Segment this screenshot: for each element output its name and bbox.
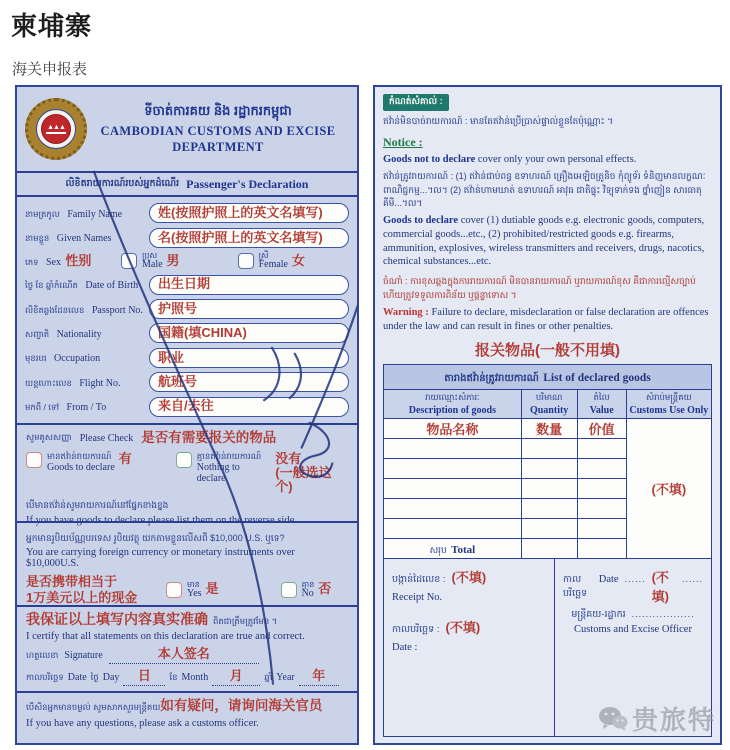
col-customs-use: សំរាប់មន្ត្រីគយ Customs Use Only (626, 390, 711, 419)
please-check-annotation: 是否有需要报关的物品 (141, 430, 277, 445)
nationality-label-khmer: សញ្ជាតិ (25, 328, 50, 339)
female-label-khmer: ស្រី (258, 251, 269, 261)
field-row-given-names (25, 228, 349, 248)
certify-en: I certify that all statements on this declaration are true and correct. (26, 631, 305, 642)
family-name-label-khmer: នាមត្រកូល (25, 208, 60, 219)
total-quantity-cell[interactable] (521, 539, 577, 559)
currency-yes-checkbox[interactable] (166, 582, 182, 598)
bottom-date-khmer: កាលបរិច្ឆេទ : (392, 624, 440, 636)
declare-check-section (17, 423, 357, 526)
male-label-en: Male (142, 259, 163, 271)
from-to-input[interactable]: 来自/去往 (149, 397, 349, 417)
goods-to-declare-khmer: ឥវ៉ាន់ត្រូវរាយការណ៍ : (1) ឥវ៉ាន់ជាប់ពន្ធ ឧទាហរណ៍ គ្រឿងអេឡិចត្រូនិច កុំព្យូទ័រ ទំនិញមានលក្ខណៈពាណិជ្ជកម្ម...។ល។ (2) ឥវ៉ាន់ហាមឃាត់ ឧទាហរណ៍ អាវុធ ជាតិផ្ទុះ វិទ្យុទាក់ទង ថ្នាំញៀន សារធាតុគីមី...។ល។ (383, 171, 706, 209)
flight-label-khmer: យន្តហោះលេខ (25, 377, 72, 388)
declared-goods-table-title (383, 364, 712, 389)
page-subtitle: 海关申报表 (12, 61, 88, 78)
dob-label-khmer: ថ្ងៃ ខែ ឆ្នាំកំណើត (25, 280, 78, 291)
questions-en: If you have any questions, please ask a customs officer. (26, 718, 259, 729)
sex-label-khmer: ភេទ (25, 256, 39, 267)
questions-khmer: បើសិនអ្នកមានចម្ងល់ សូមសាកសួរមន្ត្រីគយ (26, 702, 161, 712)
occupation-input[interactable]: 职业 (149, 348, 349, 368)
female-checkbox[interactable] (238, 253, 254, 269)
no-annotation: 否 (318, 581, 332, 597)
bottom-date-en: Date : (392, 642, 418, 654)
currency-annotation: 是否携带相当于 1万美元以上的现金 (26, 574, 138, 605)
officer-date-en: Date (598, 574, 619, 586)
nothing-declare-annotation2: (一般选这个) (275, 465, 332, 495)
total-label: សរុប Total (384, 539, 522, 559)
yes-khmer: មាន (187, 579, 200, 589)
currency-question-khmer: អ្នកមានរូបិយប័ណ្ណបរទេស រូបិយវត្ថុ យកតាមខ្លួនលើសពី $10,000 U.S. ឬទេ? (26, 533, 285, 543)
from-to-label-en: From / To (66, 402, 107, 414)
field-row-from-to (25, 397, 349, 417)
passport-label-khmer: លិខិតឆ្លងដែនលេខ (25, 304, 85, 315)
please-check-en: Please Check (79, 432, 134, 444)
angkor-wat-icon: ▲▲▲ (46, 124, 66, 134)
reverse-side-khmer: បើមានឥវ៉ាន់សូមរាយការណ៍នៅផ្នែកខាងខ្នង (26, 499, 169, 510)
page-title: 柬埔寨 (11, 11, 93, 41)
currency-no-checkbox[interactable] (281, 582, 297, 598)
no-khmer: គ្មាន (301, 579, 315, 589)
officer-date-khmer: កាលបរិច្ឆេទ (563, 574, 588, 600)
sex-annotation: 性别 (65, 252, 92, 268)
passport-no-input[interactable]: 护照号 (149, 299, 349, 319)
wechat-icon (598, 706, 628, 732)
goods-not-to-declare-text: Goods not to declare cover only your own personal effects. (383, 153, 637, 165)
year-line[interactable]: 年 (299, 667, 339, 686)
declaration-form-back (373, 85, 722, 745)
please-check-khmer: សូមគូសសញ្ញា (26, 431, 72, 442)
nationality-input[interactable]: 国籍(填CHINA) (149, 323, 349, 343)
occupation-label-en: Occupation (54, 353, 101, 365)
declaration-form-front (15, 85, 359, 745)
officer-date-annotation: (不填) (651, 570, 669, 605)
nothing-declare-en: Nothing to declare (196, 461, 240, 485)
bottom-date-annotation: (不填) (445, 620, 481, 636)
male-checkbox[interactable] (121, 253, 137, 269)
day-line[interactable]: 日 (123, 667, 165, 686)
header-en-title-1: CAMBODIAN CUSTOMS AND EXCISE (100, 123, 336, 138)
passenger-declaration-banner (17, 171, 357, 195)
total-value-cell[interactable] (577, 539, 626, 559)
watermark (598, 700, 716, 737)
dob-label-en: Date of Birth (85, 280, 139, 292)
officer-en: Customs and Excise Officer (574, 624, 692, 636)
passport-label-en: Passport No. (91, 304, 143, 316)
goods-declare-annotation: 有 (118, 450, 132, 466)
certify-section: 我保证以上填写内容真实准确 ពិតជាត្រឹមត្រូវមែន ។ I certify that all statements on this declaration are true and correct. ហត្ថលេខា Signature 本人签名 កាលបរិច្ឆេទ Date ថ្ងៃ Day 日 ខែ Month 月 ឆ្នាំ Year 年 (17, 605, 357, 691)
notice-label: Notice : (383, 134, 423, 149)
goods-declare-en: Goods to declare (47, 461, 115, 473)
col-description: រាយឈ្មោះសំភារៈ Description of goods (384, 390, 522, 419)
given-names-label-en: Given Names (56, 233, 112, 245)
currency-question-en: You are carrying foreign currency or monetary instruments over $10,000U.S. (26, 547, 295, 569)
field-row-passport (25, 299, 349, 319)
header-en-title-2: DEPARTMENT (172, 139, 264, 154)
from-to-label-khmer: មកពី / ទៅ (25, 402, 60, 413)
signature-khmer: ហត្ថលេខា (26, 650, 59, 660)
goods-to-declare-text: Goods to declare cover (1) dutiable goods e.g. electronic goods, computers, commercial goods...etc., (2) prohibited/restricted goods e.g. firearms, ammunition, explosives, wireless transmitters and receivers, drugs, nacotics, chemical substances...etc. (383, 214, 705, 268)
flight-no-input[interactable]: 航班号 (149, 372, 349, 392)
declared-goods-annotation: 报关物品(一般不用填) (475, 342, 620, 360)
note-badge: កំណត់សំគាល់ : (383, 94, 449, 111)
sex-label-en: Sex (45, 256, 61, 268)
form-header (17, 87, 357, 171)
table-title-en: List of declared goods (543, 372, 651, 385)
signature-en: Signature (64, 650, 103, 661)
table-header-row (384, 390, 712, 419)
date-of-birth-input[interactable]: 出生日期 (149, 275, 349, 295)
table-row (384, 419, 712, 439)
officer-khmer: មន្ត្រីគយ-រដ្ឋាករ (571, 609, 626, 621)
month-line[interactable]: 月 (212, 667, 260, 686)
watermark-text: 贵旅特 (631, 705, 716, 735)
banner-khmer: លិខិតរាយការណ៍របស់អ្នកដំណើរ (65, 178, 180, 189)
date-khmer: កាលបរិច្ឆេទ (26, 672, 64, 682)
banner-en: Passenger's Declaration (186, 176, 309, 191)
male-annotation: 男 (166, 253, 180, 269)
nothing-declare-annotation: 没有 (275, 450, 302, 466)
warning-khmer: ចំណាំ : ការខុសឆ្គងក្នុងការរាយការណ៍ មិនបានរាយការណ៍ ឬរាយការណ៍ខុស គឺជាការល្មើសច្បាប់ ហើយត្រូវទទួលការពិន័យ ឬផ្តន្ទាទោស ។ (383, 276, 696, 300)
date-en: Date (67, 672, 87, 683)
nothing-declare-khmer: គ្មានឥវ៉ាន់រាយការណ៍ (196, 450, 262, 461)
header-khmer-title: ទីចាត់ការគយ និង រដ្ឋាករកម្ពុជា (144, 102, 292, 118)
yes-annotation: 是 (205, 581, 219, 597)
customs-use-cell: (不填) (626, 419, 711, 559)
given-names-label-khmer: នាមខ្លួន (25, 233, 50, 244)
warning-text: Warning : Failure to declare, misdeclaration or false declaration are offences under the law and can result in fines or other penalties. (383, 307, 709, 333)
signature-line[interactable] (109, 645, 259, 664)
customs-form-scan (0, 85, 730, 747)
occupation-label-khmer: មុខរបរ (25, 353, 47, 364)
customs-emblem-logo (25, 98, 87, 160)
signature-annotation: 本人签名 (157, 646, 210, 661)
goods-declare-khmer: មានឥវ៉ាន់រាយការណ៍ (47, 450, 112, 461)
value-annotation[interactable]: 价值 (577, 419, 626, 439)
questions-section (17, 691, 357, 743)
receipt-khmer: បង្កាន់ដៃលេខ : (392, 574, 446, 586)
description-annotation[interactable]: 物品名称 (384, 419, 522, 439)
declared-goods-table (383, 389, 712, 559)
goods-to-declare-checkbox[interactable] (26, 452, 42, 468)
col-value: តំលៃ Value (577, 390, 626, 419)
reverse-side-en: If you have goods to declare please list them on the reverse side. (26, 514, 297, 526)
field-row-date-of-birth (25, 275, 349, 295)
receipt-annotation: (不填) (451, 570, 487, 586)
col-quantity: បរិមាណ Quantity (521, 390, 577, 419)
family-name-label-en: Family Name (67, 208, 123, 220)
family-name-input[interactable]: 姓(按照护照上的英文名填写) (149, 203, 349, 223)
field-row-family-name (25, 203, 349, 223)
yes-en: Yes (187, 587, 202, 599)
given-names-input[interactable]: 名(按照护照上的英文名填写) (149, 228, 349, 248)
female-annotation: 女 (292, 253, 306, 269)
currency-section (17, 521, 357, 605)
female-label-en: Female (258, 259, 288, 271)
quantity-annotation[interactable]: 数量 (521, 419, 577, 439)
receipt-en: Receipt No. (392, 592, 443, 604)
personal-fields-section (17, 195, 357, 423)
table-title-khmer: តារាងឥវ៉ាន់ត្រូវរាយការណ៍ (444, 373, 539, 385)
male-label-khmer: ប្រុស (142, 251, 158, 261)
note-khmer: ឥវ៉ាន់មិនបាច់រាយការណ៍ : មានតែឥវ៉ាន់ប្រើប្រាស់ផ្ទាល់ខ្លួនតែប៉ុណ្ណោះ ។ (383, 116, 614, 126)
field-row-flight-no (25, 372, 349, 392)
field-row-occupation (25, 348, 349, 368)
questions-annotation: 如有疑问，请询问海关官员 (160, 698, 323, 713)
field-row-nationality (25, 323, 349, 343)
certify-khmer: ពិតជាត្រឹមត្រូវមែន ។ (213, 616, 278, 626)
field-row-sex (25, 252, 349, 270)
no-en: No (301, 587, 314, 599)
officials-section: បង្កាន់ដៃលេខ : (不填) Receipt No. កាលបរិច្ឆេទ : (不填) Date : កាលបរិច្ឆេទ Date ...... (不填) ...... មន្ត្រីគយ-រដ្ឋាករ .................. Customs and Excise Officer (383, 559, 712, 737)
nothing-to-declare-checkbox[interactable] (176, 452, 192, 468)
certify-annotation: 我保证以上填写内容真实准确 (26, 611, 208, 627)
flight-label-en: Flight No. (79, 377, 121, 389)
nationality-label-en: Nationality (56, 328, 102, 340)
